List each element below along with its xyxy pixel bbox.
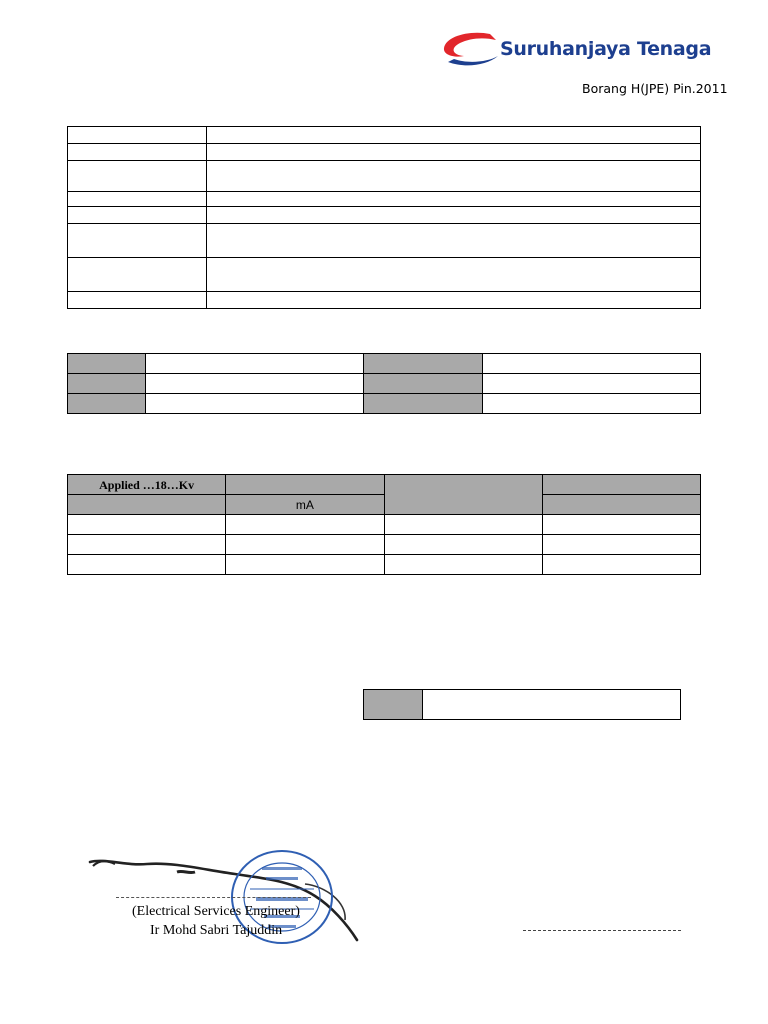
table-row: [68, 292, 701, 309]
table-row: [68, 354, 701, 374]
second-signature-line: [523, 930, 681, 931]
signatory-name: Ir Mohd Sabri Tajuddin: [150, 923, 283, 938]
info-grid-table: [67, 353, 701, 414]
table-row: [68, 515, 701, 535]
details-table: [67, 126, 701, 309]
table-row: [68, 192, 701, 207]
table-row: [68, 535, 701, 555]
table-row: [68, 374, 701, 394]
form-code: Borang H(JPE) Pin.2011: [582, 81, 728, 96]
table-row: [68, 144, 701, 161]
swoosh-logo-icon: [440, 28, 502, 72]
table-row: [68, 224, 701, 258]
applied-voltage-header: [68, 475, 226, 495]
result-box-table: [363, 689, 681, 720]
applied-voltage-label: Applied …18…Kv: [99, 477, 195, 492]
signatory-role: (Electrical Services Engineer): [132, 904, 300, 919]
table-row: [68, 258, 701, 292]
table-row: [364, 690, 681, 720]
brand-name: Suruhanjaya Tenaga: [500, 38, 712, 60]
unit-label: mA: [295, 497, 314, 512]
table-row: [68, 127, 701, 144]
table-row: [68, 394, 701, 414]
table-row: [68, 161, 701, 192]
suruhanjaya-tenaga-logo: [440, 28, 710, 72]
table-row: [68, 555, 701, 575]
signature-line: [116, 897, 311, 898]
table-header-row: [68, 475, 701, 495]
unit-header: [226, 495, 384, 515]
table-row: [68, 207, 701, 224]
test-results-table: [67, 474, 701, 575]
